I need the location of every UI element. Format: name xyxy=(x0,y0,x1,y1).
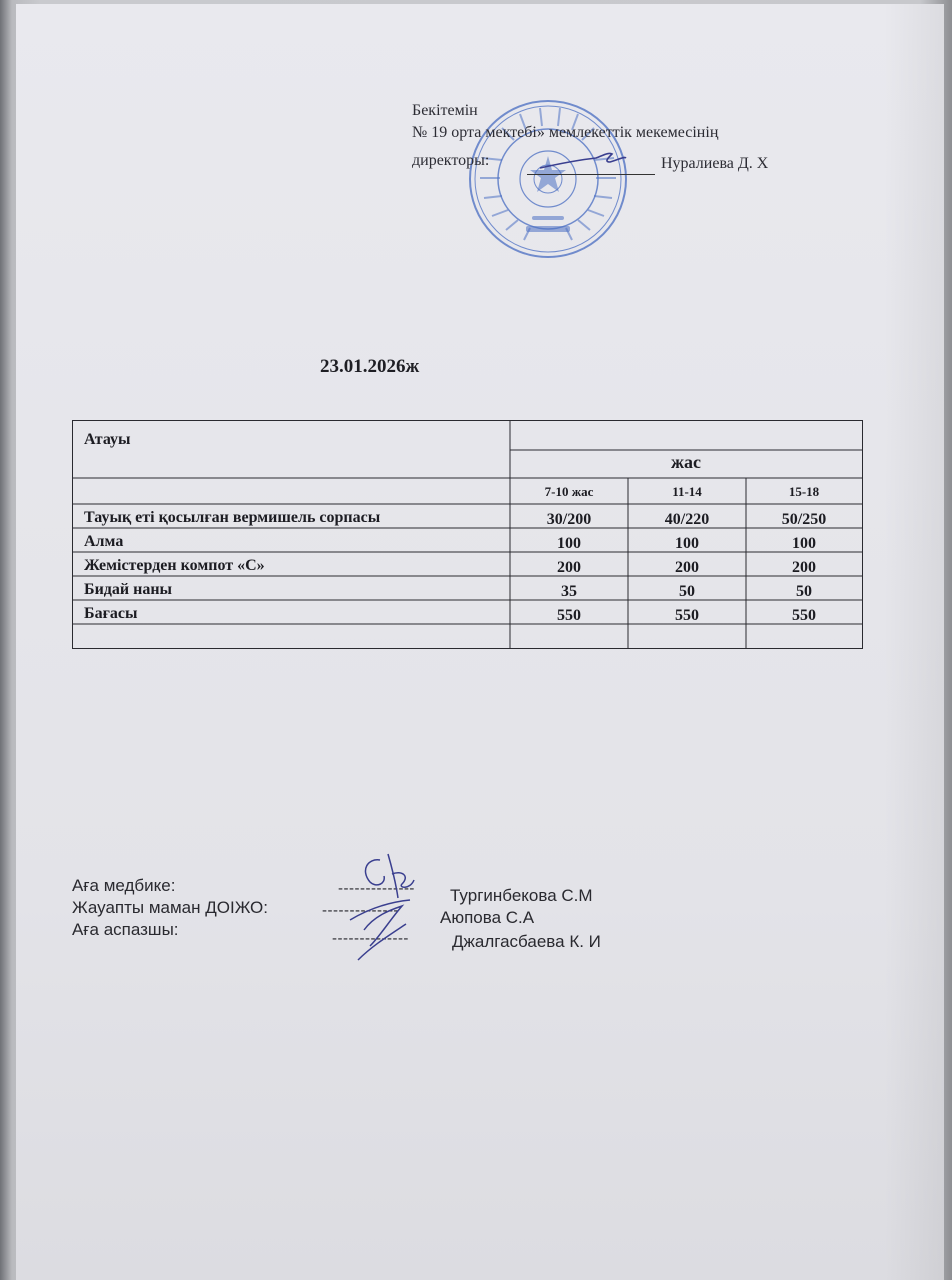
signature-dashes-3: -------------- xyxy=(332,930,409,947)
role-head-cook: Аға аспазшы: xyxy=(72,920,179,939)
row-value: 100 xyxy=(557,535,581,552)
row-value: 50 xyxy=(796,583,812,600)
row-value: 200 xyxy=(675,559,699,576)
row-value: 50 xyxy=(679,583,695,600)
row-value: 200 xyxy=(557,559,581,576)
director-label: директоры: xyxy=(412,152,490,169)
menu-date: 23.01.2026ж xyxy=(320,356,420,377)
menu-table xyxy=(72,420,872,652)
header-name-col: Атауы xyxy=(84,431,131,448)
header-age-group: жас xyxy=(670,452,702,472)
handwritten-signatures xyxy=(340,850,450,970)
row-value: 550 xyxy=(792,607,816,624)
row-value: 50/250 xyxy=(781,511,827,528)
row-name: Жемістерден компот «С» xyxy=(84,557,265,574)
signature-dashes-2: -------------- xyxy=(322,902,399,919)
age-col-header: 15-18 xyxy=(788,484,820,499)
row-value: 200 xyxy=(792,559,816,576)
row-name: Тауық еті қосылған вермишель сорпасы xyxy=(84,509,381,526)
row-value: 35 xyxy=(561,583,577,600)
school-line: № 19 орта мектебі» мемлекеттік мекемесінің xyxy=(412,124,719,141)
row-name: Бидай наны xyxy=(84,581,173,598)
role-head-nurse: Аға медбике: xyxy=(72,876,176,895)
director-name: Нуралиева Д. Х xyxy=(661,155,769,172)
row-name: Бағасы xyxy=(84,605,138,622)
row-value: 550 xyxy=(675,607,699,624)
row-value: 100 xyxy=(675,535,699,552)
row-value: 100 xyxy=(792,535,816,552)
role-responsible-specialist: Жауапты маман ДОІЖО: xyxy=(72,898,268,917)
director-signature xyxy=(538,144,628,174)
age-col-header: 7-10 жас xyxy=(544,484,594,499)
official-stamp xyxy=(462,98,634,260)
signature-line xyxy=(527,174,655,175)
row-value: 40/220 xyxy=(664,511,710,528)
row-value: 550 xyxy=(557,607,581,624)
age-col-header: 11-14 xyxy=(672,484,702,499)
name-head-nurse: Тургинбекова С.М xyxy=(450,886,593,905)
row-name: Алма xyxy=(84,533,124,550)
name-head-cook: Джалгасбаева К. И xyxy=(452,932,601,951)
approval-label: Бекітемін xyxy=(412,102,478,119)
name-responsible-specialist: Аюпова С.А xyxy=(440,908,535,927)
signature-dashes-1: -------------- xyxy=(338,880,415,897)
table-border xyxy=(73,421,863,649)
row-value: 30/200 xyxy=(546,511,592,528)
